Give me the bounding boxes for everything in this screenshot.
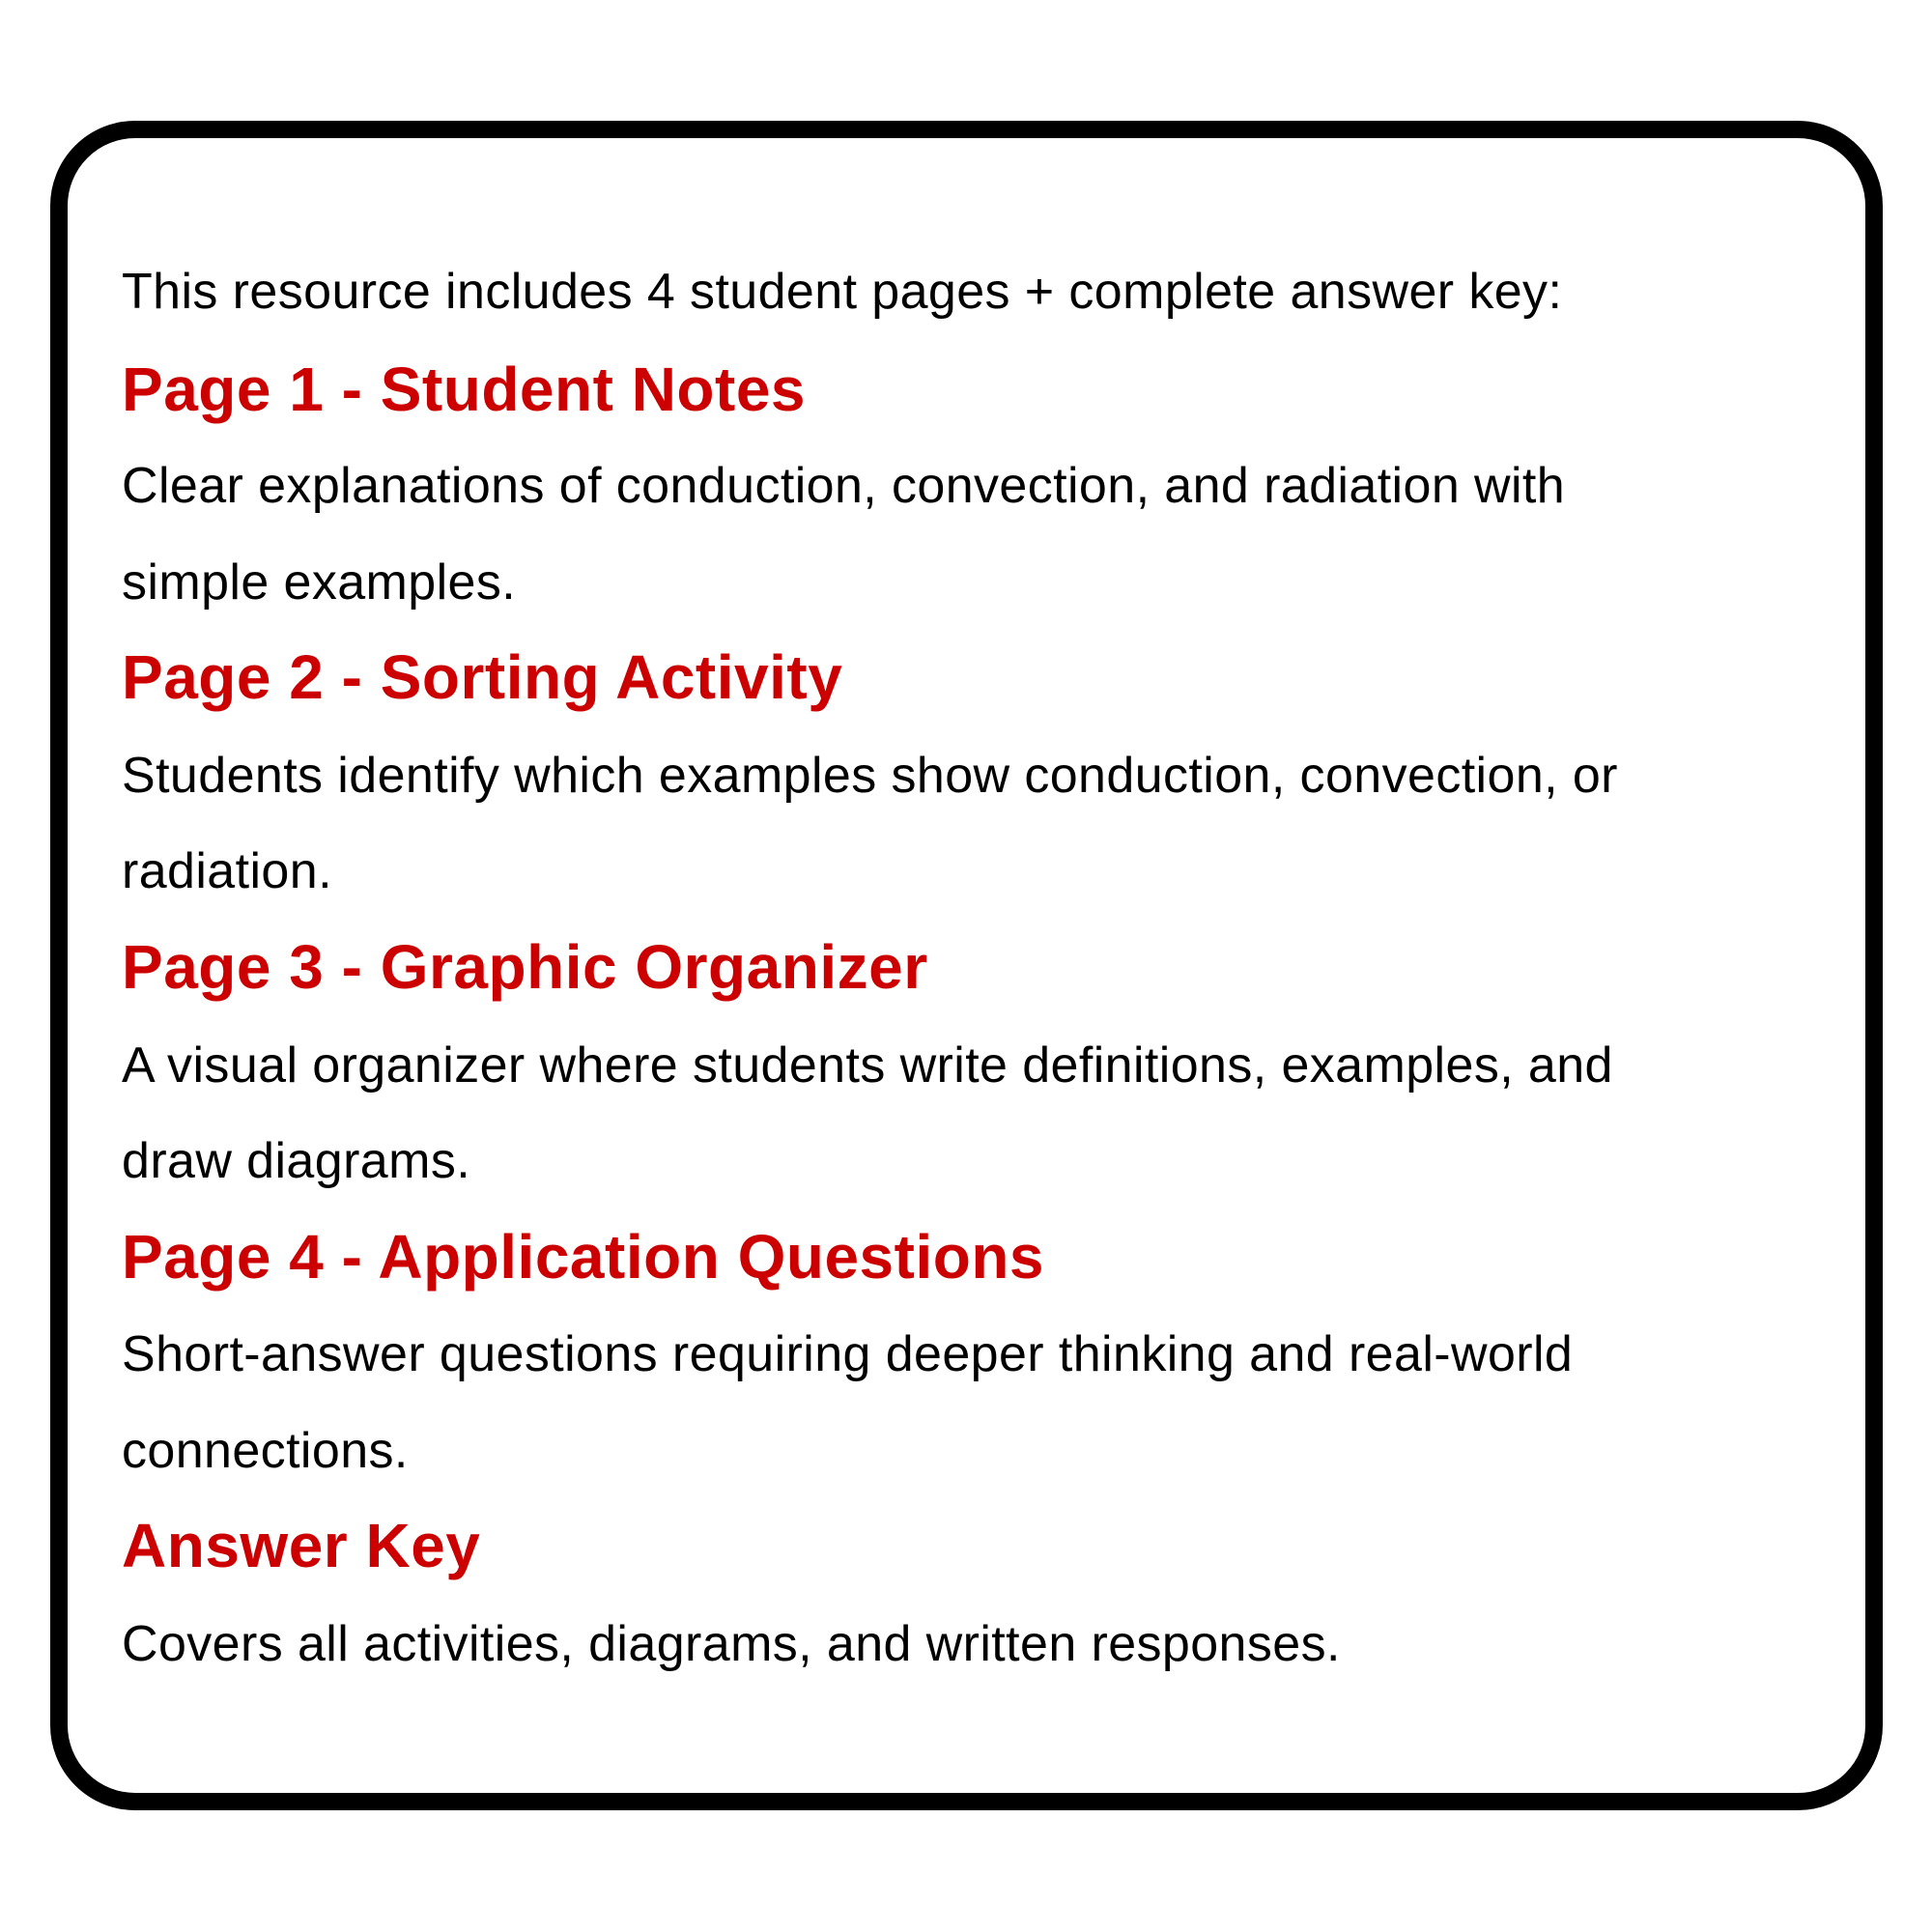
section-description-page-1-line-1: Clear explanations of conduction, convection, and radiation with xyxy=(122,458,1566,514)
section-description-answer-key-line-1: Covers all activities, diagrams, and written responses. xyxy=(122,1616,1341,1672)
section-description-page-2-line-1: Students identify which examples show conduction, convection, or xyxy=(122,748,1618,804)
section-description-page-4-line-1: Short-answer questions requiring deeper thinking and real-world xyxy=(122,1326,1574,1382)
section-heading-page-4: Page 4 - Application Questions xyxy=(122,1222,1044,1292)
intro-text: This resource includes 4 student pages + complete answer key: xyxy=(122,264,1563,320)
section-description-page-3-line-2: draw diagrams. xyxy=(122,1133,471,1189)
section-description-page-1-line-2: simple examples. xyxy=(122,554,517,611)
section-heading-answer-key: Answer Key xyxy=(122,1511,481,1580)
section-description-page-2-line-2: radiation. xyxy=(122,843,332,899)
section-heading-page-1: Page 1 - Student Notes xyxy=(122,355,806,424)
section-description-page-3-line-1: A visual organizer where students write definitions, examples, and xyxy=(122,1037,1613,1094)
section-heading-page-3: Page 3 - Graphic Organizer xyxy=(122,932,928,1002)
section-description-page-4-line-2: connections. xyxy=(122,1423,409,1479)
section-heading-page-2: Page 2 - Sorting Activity xyxy=(122,642,843,712)
